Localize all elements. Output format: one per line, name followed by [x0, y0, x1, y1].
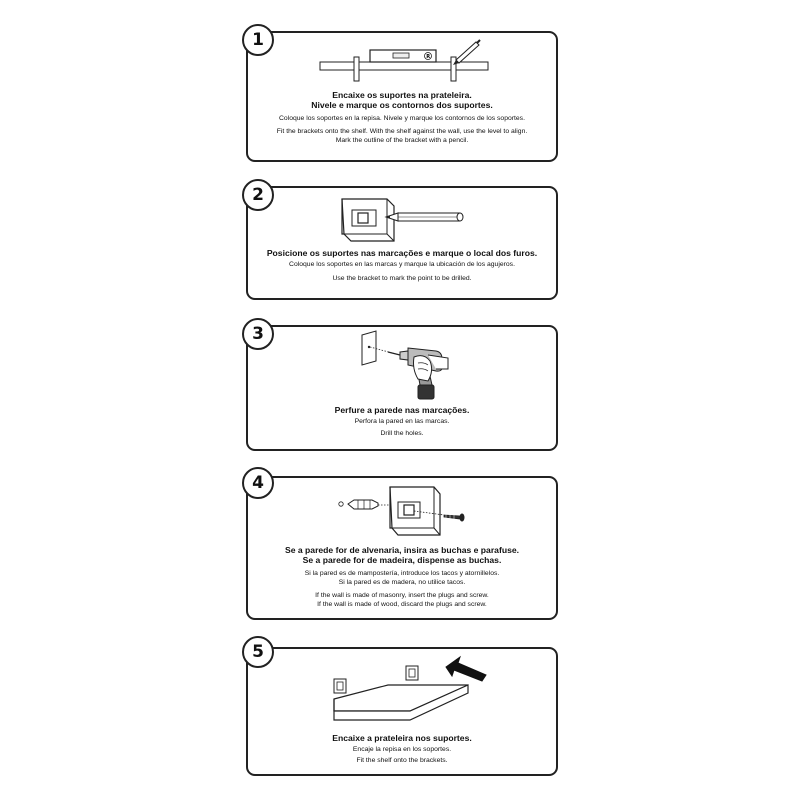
text-line: Fit the brackets onto the shelf. With the shelf against the wall, use the level to align.: [276, 128, 528, 135]
screw-icon: [444, 514, 465, 522]
step-2-title: [248, 248, 556, 258]
text-line: If the wall is made of masonry, insert the plugs and screw.: [315, 592, 489, 599]
step-4-panel: [246, 476, 558, 620]
hand-icon: [414, 356, 432, 381]
step-5-number-badge: 5: [242, 636, 274, 668]
text-line: Encaje la repisa en los soportes.: [352, 746, 452, 753]
step-1-number-badge: 1: [242, 24, 274, 56]
bracket-icon: [342, 199, 394, 241]
title-line: Encaixe os suportes na prateleira.: [332, 90, 472, 100]
text-line: Si la pared es de mampostería, introduce los tacos y atornillelos.: [304, 570, 500, 577]
step-5-title: [248, 733, 556, 743]
text-line: If the wall is made of wood, discard the plugs and screw.: [317, 601, 487, 608]
step-3-spanish-text: [248, 417, 556, 426]
step-4-number-badge: 4: [242, 467, 274, 499]
level-marking: R: [426, 54, 431, 60]
text-line: Mark the outline of the bracket with a pencil.: [335, 137, 469, 144]
step-3-english-text: [248, 429, 556, 438]
arrow-icon: [446, 657, 486, 681]
shelf-shape: [320, 62, 488, 70]
bracket-right-shape: [451, 57, 456, 81]
title-line: Perfure a parede nas marcações.: [334, 405, 470, 415]
step-1-panel: [246, 31, 558, 162]
bracket-right-shape: [406, 666, 418, 680]
text-line: Drill the holes.: [380, 430, 424, 437]
step-2-number-badge: 2: [242, 179, 274, 211]
pencil-icon: [453, 40, 480, 65]
title-line: Se a parede for de madeira, dispense as buchas.: [302, 555, 502, 565]
step-4-spanish-text: [248, 569, 556, 587]
step-3-number-badge: 3: [242, 318, 274, 350]
pencil-icon: [386, 213, 463, 221]
step-5-panel: [246, 647, 558, 776]
bracket-and-pencil-illustration: [248, 188, 560, 302]
text-line: Fit the shelf onto the brackets.: [356, 757, 448, 764]
shelf-shape: [334, 685, 468, 725]
text-line: Coloque los soportes en la repisa. Nivele y marque los contornos de los soportes.: [279, 115, 525, 122]
text-line: Perfora la pared en las marcas.: [354, 418, 450, 425]
text-line: Si la pared es de madera, no utilice tacos.: [338, 579, 466, 586]
text-line: Use the bracket to mark the point to be drilled.: [332, 275, 472, 282]
step-2-spanish-text: [248, 260, 556, 269]
step-4-english-text: [248, 591, 556, 609]
title-line: Encaixe a prateleira nos suportes.: [332, 733, 472, 743]
step-1-english-text: [248, 127, 556, 145]
step-3-title: [248, 405, 556, 415]
title-line: Se a parede for de alvenaria, insira as buchas e parafuse.: [284, 545, 520, 555]
text-line: Coloque los soportes en las marcas y marque la ubicación de los agujeros.: [289, 261, 515, 268]
step-4-title: [248, 545, 556, 565]
title-line: Nivele e marque os contornos dos suportes.: [311, 100, 493, 110]
step-5-spanish-text: [248, 745, 556, 754]
step-2-english-text: [248, 274, 556, 283]
bracket-left-shape: [354, 57, 359, 81]
title-line: Posicione os suportes nas marcações e marque o local dos furos.: [266, 248, 538, 258]
step-2-panel: [246, 186, 558, 300]
wall-plug-icon: [348, 500, 378, 509]
step-1-spanish-text: [248, 114, 556, 123]
step-5-english-text: [248, 756, 556, 765]
bracket-left-shape: [334, 679, 346, 693]
step-1-title: [248, 90, 556, 110]
step-3-panel: [246, 325, 558, 451]
